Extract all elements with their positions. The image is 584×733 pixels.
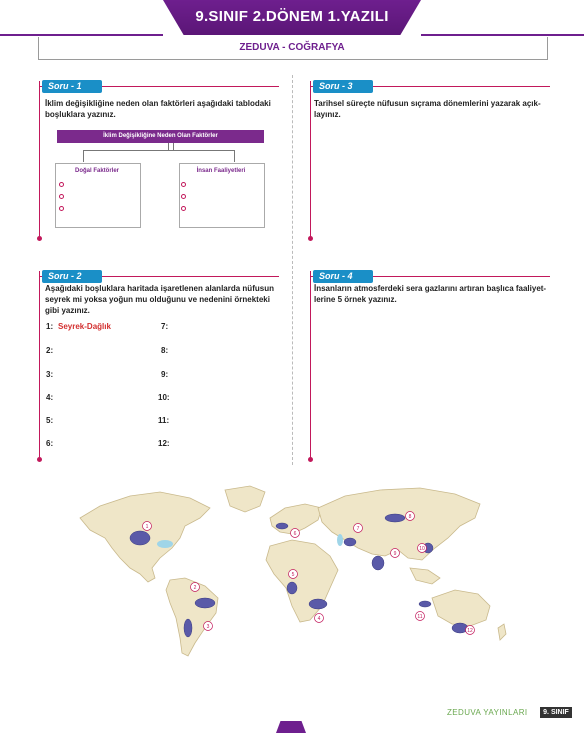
natural-bullet-1 [59,182,64,187]
human-bullet-1 [181,182,186,187]
human-bullet-3 [181,206,186,211]
q4-text [314,283,554,305]
q4-dot [308,457,313,462]
human-bullet-2 [181,194,186,199]
human-activities-title: İnsan Faaliyetleri [196,168,246,174]
q1-text-line2: boşluklara yazınız. [45,110,116,119]
region-7 [344,538,356,546]
marker-8: 8 [408,514,412,520]
q2-badge: Soru - 2 [42,270,102,283]
footer-tab [276,721,306,733]
natural-bullet-3 [59,206,64,211]
answer-label-4: 4: [46,393,54,402]
asia [318,488,480,560]
q2-vrule [39,271,40,461]
marker-12: 12 [467,628,473,634]
marker-1: 1 [145,524,149,530]
connector-left-up [173,143,174,150]
world-map [60,478,530,668]
region-4 [309,599,327,609]
answer-label-5: 5: [46,416,54,425]
factors-table-header: İklim Değişikliğine Neden Olan Faktörler [57,130,264,143]
page-subtitle: ZEDUVA - COĞRAFYA [239,42,345,53]
answer-label-1: 1: [46,322,54,331]
q3-text [314,98,554,120]
connector-top-right [168,150,234,151]
q1-dot [37,236,42,241]
header-line-left [0,34,163,36]
connector-right-down [234,150,235,162]
q3-badge: Soru - 3 [313,80,373,93]
q2-dot [37,457,42,462]
great-lakes [157,540,173,548]
q1-text-line1: İklim değişikliğine neden olan faktörleri aşağıdaki tablodaki [45,99,271,108]
connector-right-up [168,143,169,150]
q1-vrule [39,81,40,239]
q4-vrule [310,271,311,461]
q3-text-line1: Tarihsel süreçte nüfusun sıçrama dönemlerini yazarak açık- [314,99,541,108]
greenland [225,486,265,512]
q4-text-line2: lerine 5 örnek yazınız. [314,295,397,304]
africa [266,540,338,622]
region-5 [287,582,297,594]
marker-5: 5 [291,572,295,578]
connector-left-down [83,150,84,162]
marker-2: 2 [193,585,197,591]
australia [432,590,490,626]
region-2 [195,598,215,608]
answer-label-10: 10: [158,393,170,402]
southeast-asia [410,568,440,584]
column-divider [292,75,293,465]
region-3 [184,619,192,637]
region-6 [276,523,288,529]
answer-label-3: 3: [46,370,54,379]
footer-publisher: ZEDUVA YAYINLARI [447,708,528,717]
natural-factors-title: Doğal Faktörler [74,168,119,174]
q1-badge: Soru - 1 [42,80,102,93]
header-line-right [421,34,584,36]
answer-label-11: 11: [158,416,170,425]
marker-6: 6 [293,531,297,537]
q2-text-line1: Aşağıdaki boşluklara haritada işaretlenen alanlarda nüfusun [45,284,274,293]
region-11 [419,601,431,607]
answer-label-9: 9: [161,370,169,379]
answer-label-12: 12: [158,439,170,448]
marker-3: 3 [206,624,210,630]
marker-9: 9 [393,551,397,557]
q2-text-line2: seyrek mi yoksa yoğun mu olduğunu ve nedenini örnekteki [45,295,270,304]
footer-grade-badge: 9. SINIF [540,707,572,718]
page-title: 9.SINIF 2.DÖNEM 1.YAZILI [195,8,389,25]
marker-11: 11 [417,614,423,620]
q3-dot [308,236,313,241]
q2-text [45,283,285,316]
marker-4: 4 [317,616,321,622]
q4-text-line1: İnsanların atmosferdeki sera gazlarını artıran başlıca faaliyet- [314,284,547,293]
q4-badge: Soru - 4 [313,270,373,283]
answer-label-6: 6: [46,439,54,448]
marker-10: 10 [419,546,425,552]
caspian-sea [337,534,343,546]
new-zealand [498,624,506,640]
q2-text-line3: gibi yazınız. [45,306,90,315]
connector-top-left [83,150,173,151]
region-8 [385,514,405,522]
q3-vrule [310,81,311,239]
answer-label-2: 2: [46,346,54,355]
region-1 [130,531,150,545]
marker-7: 7 [356,526,360,532]
natural-bullet-2 [59,194,64,199]
q3-text-line2: layınız. [314,110,341,119]
answer-label-8: 8: [161,346,169,355]
q1-text [45,98,285,120]
answer-label-7: 7: [161,322,169,331]
region-9 [372,556,384,570]
answer-example: Seyrek-Dağlık [58,322,111,331]
